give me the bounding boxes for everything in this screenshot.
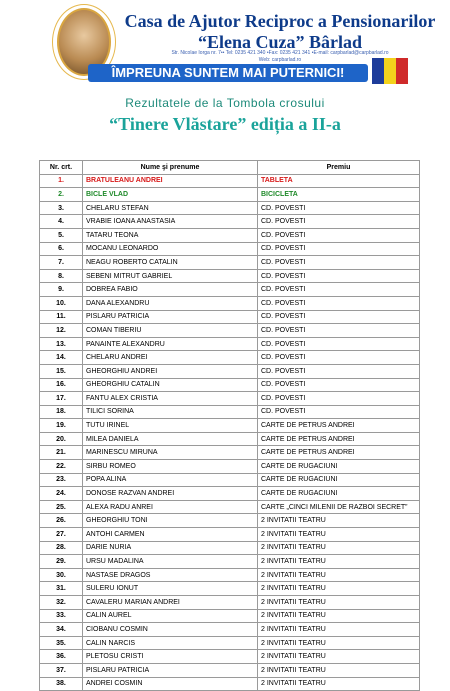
cell-nr: 26. <box>40 514 83 528</box>
cell-prize: CD. POVESTI <box>258 378 420 392</box>
cell-nr: 12. <box>40 324 83 338</box>
cell-prize: 2 INVITATII TEATRU <box>258 596 420 610</box>
cell-prize: CARTE DE RUGACIUNI <box>258 487 420 501</box>
table-header-row <box>40 161 420 175</box>
cell-name: CHELARU STEFAN <box>83 201 258 215</box>
table-row <box>40 514 420 528</box>
letterhead <box>0 0 450 90</box>
cell-name: COMAN TIBERIU <box>83 324 258 338</box>
cell-nr: 2. <box>40 188 83 202</box>
cell-nr: 30. <box>40 568 83 582</box>
table-row <box>40 663 420 677</box>
cell-prize: BICICLETA <box>258 188 420 202</box>
cell-nr: 19. <box>40 419 83 433</box>
cell-nr: 38. <box>40 677 83 691</box>
cell-name: URSU MADALINA <box>83 555 258 569</box>
cell-name: ANTOHI CARMEN <box>83 528 258 542</box>
cell-name: MILEA DANIELA <box>83 432 258 446</box>
table-row <box>40 228 420 242</box>
cell-prize: CARTE DE RUGACIUNI <box>258 460 420 474</box>
motto-banner: ÎMPREUNA SUNTEM MAI PUTERNICI! <box>88 64 368 82</box>
cell-prize: CD. POVESTI <box>258 296 420 310</box>
cell-prize: CD. POVESTI <box>258 256 420 270</box>
table-row <box>40 215 420 229</box>
cell-nr: 14. <box>40 351 83 365</box>
cell-name: VRABIE IOANA ANASTASIA <box>83 215 258 229</box>
cell-nr: 33. <box>40 609 83 623</box>
cell-prize: CD. POVESTI <box>258 269 420 283</box>
cell-prize: CD. POVESTI <box>258 351 420 365</box>
table-body <box>40 174 420 691</box>
romanian-flag-icon <box>372 58 408 84</box>
edition-title: “Tinere Vlăstare” ediția a II-a <box>109 114 341 134</box>
cell-prize: CARTE DE PETRUS ANDREI <box>258 419 420 433</box>
cell-name: TUTU IRINEL <box>83 419 258 433</box>
cell-prize: 2 INVITATII TEATRU <box>258 650 420 664</box>
contact-address: Str. Nicolae Iorga nr. 7•• Tel: 0235 421 340 •Fax: 0235 421 341 •E-mail: carpbarlad@carpbarlad.ro <box>171 50 389 56</box>
table-row <box>40 174 420 188</box>
cell-name: DANA ALEXANDRU <box>83 296 258 310</box>
cell-nr: 32. <box>40 596 83 610</box>
cell-prize: CARTE DE PETRUS ANDREI <box>258 446 420 460</box>
cell-name: GHEORGHIU TONI <box>83 514 258 528</box>
cell-prize: CARTE DE RUGACIUNI <box>258 473 420 487</box>
cell-prize: CD. POVESTI <box>258 201 420 215</box>
cell-name: PANAINTE ALEXANDRU <box>83 337 258 351</box>
cell-prize: CD. POVESTI <box>258 405 420 419</box>
table-row <box>40 405 420 419</box>
table-row <box>40 188 420 202</box>
cell-name: MOCANU LEONARDO <box>83 242 258 256</box>
contact-website: Web: carpbarlad.ro <box>258 57 302 63</box>
cell-nr: 1. <box>40 174 83 188</box>
cell-prize: 2 INVITATII TEATRU <box>258 636 420 650</box>
table-row <box>40 432 420 446</box>
cell-nr: 22. <box>40 460 83 474</box>
cell-name: DOBREA FABIO <box>83 283 258 297</box>
cell-nr: 27. <box>40 528 83 542</box>
cell-nr: 11. <box>40 310 83 324</box>
cell-nr: 25. <box>40 500 83 514</box>
cell-nr: 23. <box>40 473 83 487</box>
cell-nr: 7. <box>40 256 83 270</box>
cell-nr: 28. <box>40 541 83 555</box>
cell-name: GHEORGHIU ANDREI <box>83 364 258 378</box>
cell-name: NEAGU ROBERTO CATALIN <box>83 256 258 270</box>
table-row <box>40 487 420 501</box>
cell-name: MARINESCU MIRUNA <box>83 446 258 460</box>
cell-nr: 3. <box>40 201 83 215</box>
cell-prize: CD. POVESTI <box>258 392 420 406</box>
cell-name: TATARU TEONA <box>83 228 258 242</box>
header-nr: Nr. crt. <box>40 161 83 175</box>
table-row <box>40 609 420 623</box>
results-heading: Rezultatele de la Tombola crosului <box>125 96 325 110</box>
cell-name: SIRBU ROMEO <box>83 460 258 474</box>
table-row <box>40 500 420 514</box>
cell-prize: 2 INVITATII TEATRU <box>258 623 420 637</box>
table-row <box>40 596 420 610</box>
table-row <box>40 283 420 297</box>
table-row <box>40 568 420 582</box>
cell-name: CALIN AUREL <box>83 609 258 623</box>
cell-nr: 5. <box>40 228 83 242</box>
cell-name: TILICI SORINA <box>83 405 258 419</box>
results-table <box>39 160 420 691</box>
table-row <box>40 636 420 650</box>
cell-name: FANTU ALEX CRISTIA <box>83 392 258 406</box>
cell-prize: 2 INVITATII TEATRU <box>258 541 420 555</box>
table-row <box>40 623 420 637</box>
table-row <box>40 269 420 283</box>
cell-name: CHELARU ANDREI <box>83 351 258 365</box>
cell-prize: CD. POVESTI <box>258 228 420 242</box>
cell-prize: 2 INVITATII TEATRU <box>258 528 420 542</box>
cell-name: SEBENI MITRUT GABRIEL <box>83 269 258 283</box>
table-row <box>40 337 420 351</box>
cell-name: DONOSE RAZVAN ANDREI <box>83 487 258 501</box>
cell-name: BICLE VLAD <box>83 188 258 202</box>
table-row <box>40 473 420 487</box>
table-row <box>40 256 420 270</box>
table-row <box>40 324 420 338</box>
flag-stripe <box>384 58 396 84</box>
table-row <box>40 351 420 365</box>
cell-nr: 21. <box>40 446 83 460</box>
cell-nr: 24. <box>40 487 83 501</box>
cell-name: NASTASE DRAGOS <box>83 568 258 582</box>
cell-name: BRATULEANU ANDREI <box>83 174 258 188</box>
table-row <box>40 446 420 460</box>
table-row <box>40 310 420 324</box>
cell-prize: 2 INVITATII TEATRU <box>258 677 420 691</box>
table-row <box>40 541 420 555</box>
cell-prize: CD. POVESTI <box>258 283 420 297</box>
cell-nr: 10. <box>40 296 83 310</box>
cell-name: PLETOSU CRISTI <box>83 650 258 664</box>
cell-nr: 8. <box>40 269 83 283</box>
table-row <box>40 582 420 596</box>
organization-subname: “Elena Cuza” Bârlad <box>197 32 362 52</box>
cell-prize: CD. POVESTI <box>258 310 420 324</box>
cell-nr: 35. <box>40 636 83 650</box>
cell-nr: 17. <box>40 392 83 406</box>
cell-nr: 18. <box>40 405 83 419</box>
cell-prize: CD. POVESTI <box>258 242 420 256</box>
table-row <box>40 242 420 256</box>
cell-nr: 29. <box>40 555 83 569</box>
cell-prize: CD. POVESTI <box>258 364 420 378</box>
table-row <box>40 201 420 215</box>
cell-prize: 2 INVITATII TEATRU <box>258 663 420 677</box>
cell-nr: 15. <box>40 364 83 378</box>
header-name: Nume şi prenume <box>83 161 258 175</box>
cell-name: CALIN NARCIS <box>83 636 258 650</box>
cell-prize: 2 INVITATII TEATRU <box>258 514 420 528</box>
table-row <box>40 650 420 664</box>
cell-prize: 2 INVITATII TEATRU <box>258 582 420 596</box>
cell-name: ALEXA RADU ANREI <box>83 500 258 514</box>
table-row <box>40 378 420 392</box>
cell-name: CIOBANU COSMIN <box>83 623 258 637</box>
cell-nr: 20. <box>40 432 83 446</box>
table-row <box>40 296 420 310</box>
cell-name: POPA ALINA <box>83 473 258 487</box>
cell-prize: 2 INVITATII TEATRU <box>258 555 420 569</box>
cell-name: PISLARU PATRICIA <box>83 663 258 677</box>
cell-prize: CD. POVESTI <box>258 337 420 351</box>
table-row <box>40 460 420 474</box>
cell-prize: CD. POVESTI <box>258 215 420 229</box>
table-row <box>40 677 420 691</box>
cell-nr: 31. <box>40 582 83 596</box>
table-row <box>40 555 420 569</box>
cell-name: CAVALERU MARIAN ANDREI <box>83 596 258 610</box>
table-row <box>40 364 420 378</box>
cell-nr: 4. <box>40 215 83 229</box>
cell-nr: 9. <box>40 283 83 297</box>
cell-prize: CARTE „CINCI MILENII DE RAZBOI SECRET” <box>258 500 420 514</box>
table-row <box>40 419 420 433</box>
cell-nr: 36. <box>40 650 83 664</box>
cell-prize: CARTE DE PETRUS ANDREI <box>258 432 420 446</box>
cell-prize: 2 INVITATII TEATRU <box>258 609 420 623</box>
cell-nr: 6. <box>40 242 83 256</box>
cell-name: PISLARU PATRICIA <box>83 310 258 324</box>
organization-name: Casa de Ajutor Reciproc a Pensionarilor <box>124 11 436 31</box>
header-prize: Premiu <box>258 161 420 175</box>
cell-nr: 37. <box>40 663 83 677</box>
cell-name: GHEORGHIU CATALIN <box>83 378 258 392</box>
cell-nr: 13. <box>40 337 83 351</box>
table-row <box>40 392 420 406</box>
flag-stripe <box>372 58 384 84</box>
cell-nr: 16. <box>40 378 83 392</box>
cell-prize: CD. POVESTI <box>258 324 420 338</box>
flag-stripe <box>396 58 408 84</box>
cell-name: ANDREI COSMIN <box>83 677 258 691</box>
cell-prize: 2 INVITATII TEATRU <box>258 568 420 582</box>
cell-name: DARIE NURIA <box>83 541 258 555</box>
cell-nr: 34. <box>40 623 83 637</box>
table-row <box>40 528 420 542</box>
cell-name: SULERU IONUT <box>83 582 258 596</box>
cell-prize: TABLETA <box>258 174 420 188</box>
